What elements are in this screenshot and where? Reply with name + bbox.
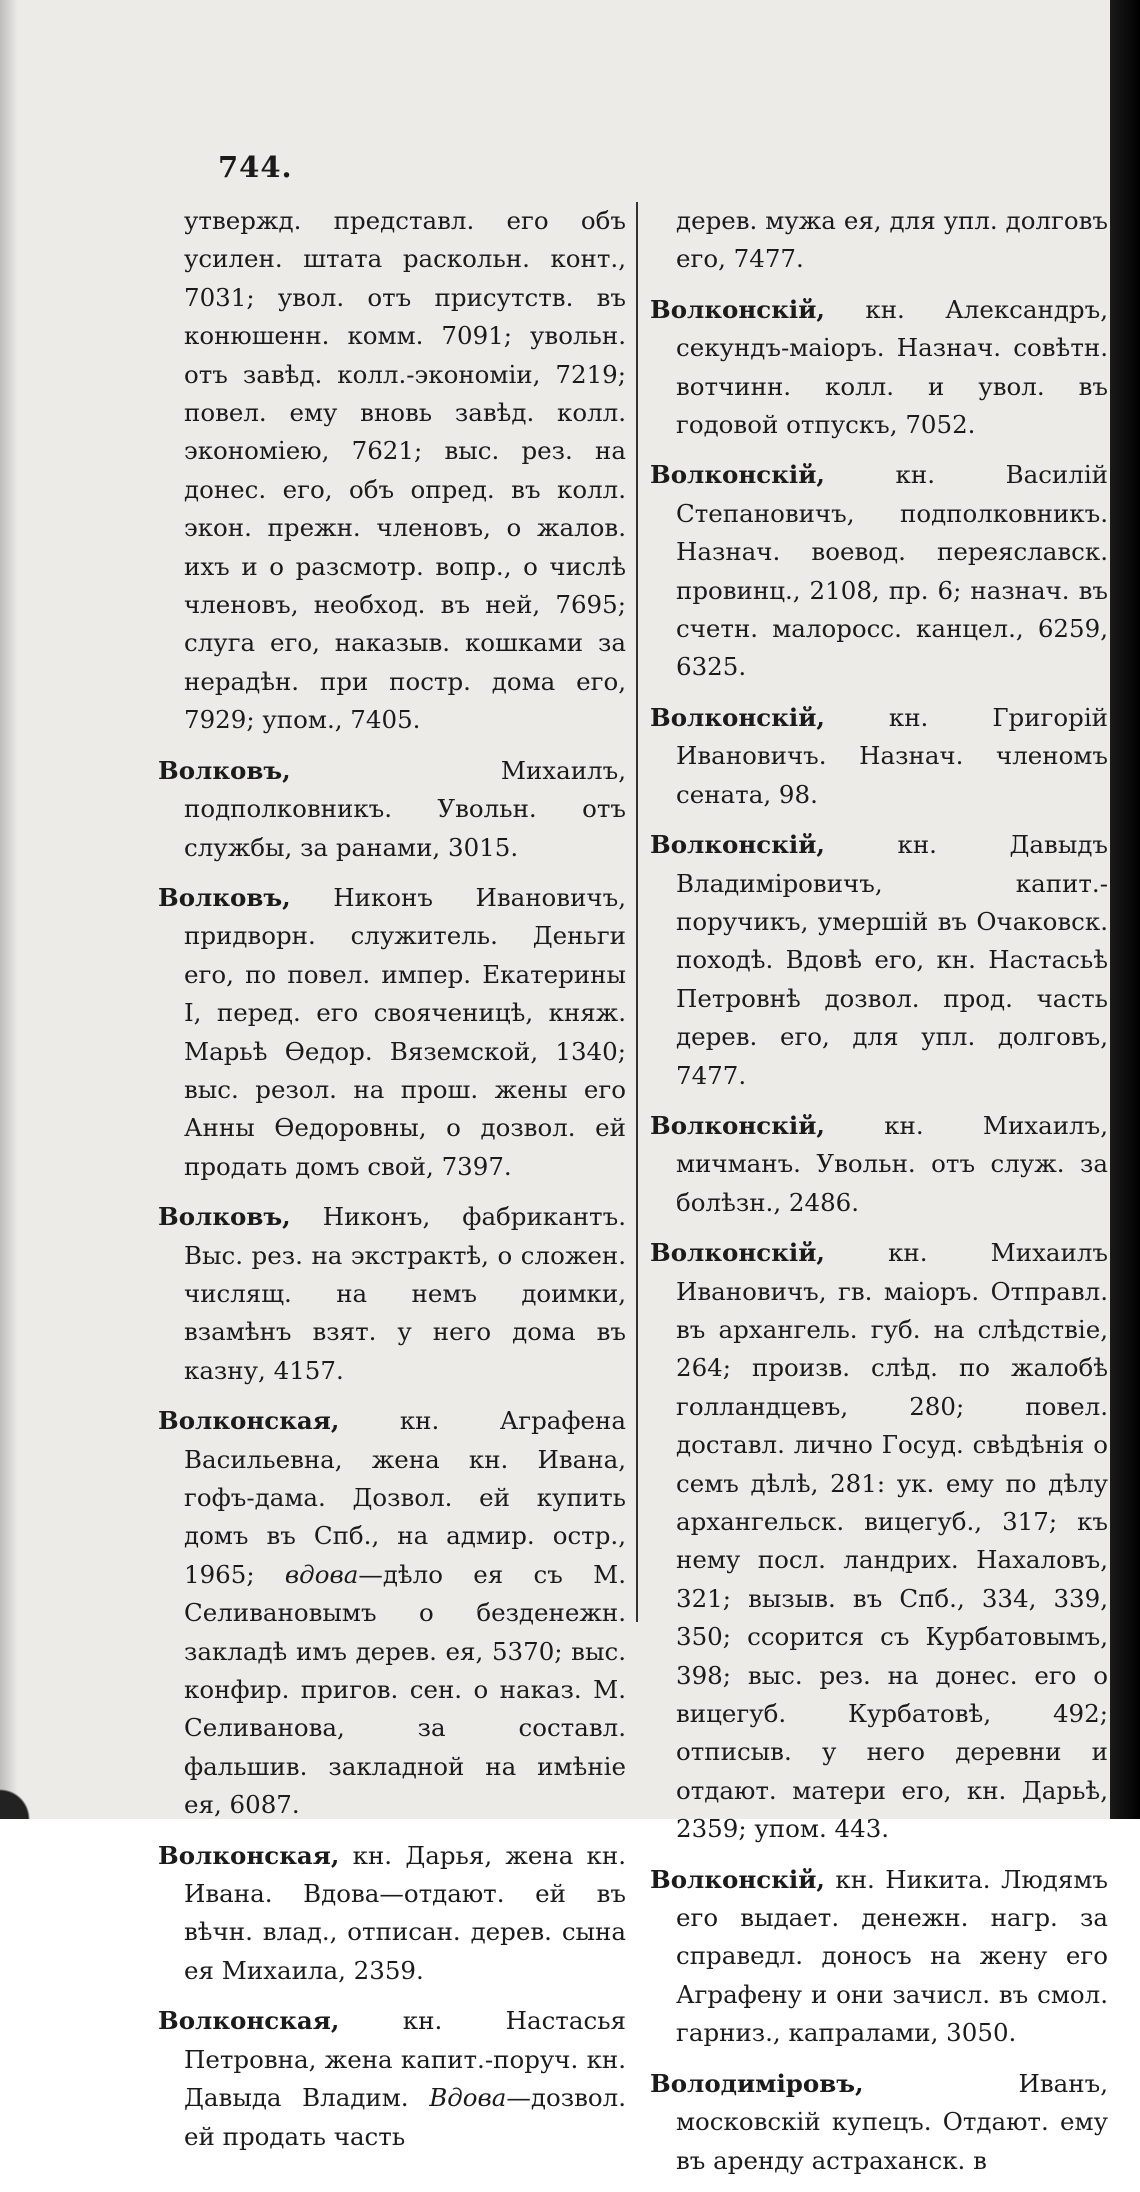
index-entry: Волконскій, кн. Михаилъ Ивановичъ, гв. маіоръ. Отправл. въ архангель. губ. на слѣдствіе, 264; произв. слѣд. по жалобѣ голландцевъ, 280; повел. доставл. лично Госуд. свѣдѣнія о семъ дѣлѣ, 281: ук. ему по дѣлу архангельск. вицегуб., 317; къ нему посл. ландрих. Нахаловъ, 321; вызыв. въ Спб., 334, 339, 350; ссорится съ Курбатовымъ, 398; выс. рез. на донес. его о вицегуб. Курбатовѣ, 492; отписыв. у него деревни и отдают. матери его, кн. Дарьѣ, 2359; упом. 443. (650, 1238, 1108, 1844)
column-divider (636, 202, 638, 1622)
left-column (158, 202, 626, 2168)
index-entry: Волконская, кн. Аграфена Васильевна, жена кн. Ивана, гофъ-дама. Дозвол. ей купить домъ въ Спб., на адмир. остр., 1965; вдова—дѣло ея съ М. Селивановымъ о безденежн. закладѣ имъ дерев. ея, 5370; выс. конфир. пригов. сен. о наказ. М. Селиванова, за составл. фальшив. закладной на имѣніе ея, 6087. (158, 1406, 626, 1820)
index-entry: Волконскій, кн. Давыдъ Владиміровичъ, капит.-поручикъ, умершій въ Очаковск. походѣ. Вдовѣ его, кн. Настасьѣ Петровнѣ дозвол. прод. часть дерев. его, для упл. долговъ, 7477. (650, 830, 1108, 1090)
index-entry: Володиміровъ, Иванъ, московскій купецъ. Отдают. ему въ аренду астраханск. в (650, 2068, 1108, 2175)
index-entry: Волковъ, Никонъ Ивановичъ, придворн. служитель. Деньги его, по повел. импер. Екатерины I, перед. его свояченицѣ, княж. Марьѣ Ѳедор. Вяземской, 1340; выс. резол. на прош. жены его Анны Ѳедоровны, о дозвол. ей продать домъ свой, 7397. (158, 882, 626, 1181)
index-entry: Волконская, кн. Настасья Петровна, жена капит.-поруч. кн. Давыда Владим. Вдова—дозвол. ей продать часть (158, 2006, 626, 2151)
index-entry: Волконскій, кн. Василій Степановичъ, подполковникъ. Назнач. воевод. переяславск. провинц., 2108, пр. 6; назнач. въ счетн. малоросс. канцел., 6259, 6325. (650, 460, 1108, 682)
index-entry: Волконскій, кн. Александръ, секундъ-маіоръ. Назнач. совѣтн. вотчинн. колл. и увол. въ годовой отпускъ, 7052. (650, 294, 1108, 440)
index-entry: Волконскій, кн. Михаилъ, мичманъ. Увольн. отъ служ. за болѣзн., 2486. (650, 1110, 1108, 1217)
right-column (650, 202, 1108, 2192)
binding-edge (0, 0, 18, 1819)
index-entry: дерев. мужа ея, для упл. долговъ его, 7477. (676, 206, 1108, 274)
scan-corner-shadow (0, 1779, 60, 1819)
index-entry: утвержд. представл. его объ усилен. штата раскольн. конт., 7031; увол. отъ присутств. въ конюшенн. комм. 7091; увольн. отъ завѣд. колл.-экономіи, 7219; повел. ему вновь завѣд. колл. экономіею, 7621; выс. рез. на донес. его, объ опред. въ колл. экон. прежн. членовъ, о жалов. ихъ и о разсмотр. вопр., о числѣ членовъ, необход. въ ней, 7695; слуга его, наказыв. кошками за нерадѣн. при постр. дома его, 7929; упом., 7405. (184, 206, 626, 735)
index-entry: Волковъ, Михаилъ, подполковникъ. Увольн. отъ службы, за ранами, 3015. (158, 755, 626, 862)
index-entry: Волконскій, кн. Григорій Ивановичъ. Назнач. членомъ сената, 98. (650, 702, 1108, 809)
index-entry: Волковъ, Никонъ, фабрикантъ. Выс. рез. на экстрактѣ, о сложен. числящ. на немъ доимки, взамѣнъ взят. у него дома въ казну, 4157. (158, 1202, 626, 1385)
index-entry: Волконскій, кн. Никита. Людямъ его выдает. денежн. нагр. за справедл. доносъ на жену его Аграфену и они зачисл. въ смол. гарниз., капралами, 3050. (650, 1864, 1108, 2048)
page-edge-shadow (1110, 0, 1140, 1819)
index-entry: Волконская, кн. Дарья, жена кн. Ивана. Вдова—отдают. ей въ вѣчн. влад., отписан. дерев. сына ея Михаила, 2359. (158, 1840, 626, 1985)
page-number: 744. (218, 150, 293, 184)
